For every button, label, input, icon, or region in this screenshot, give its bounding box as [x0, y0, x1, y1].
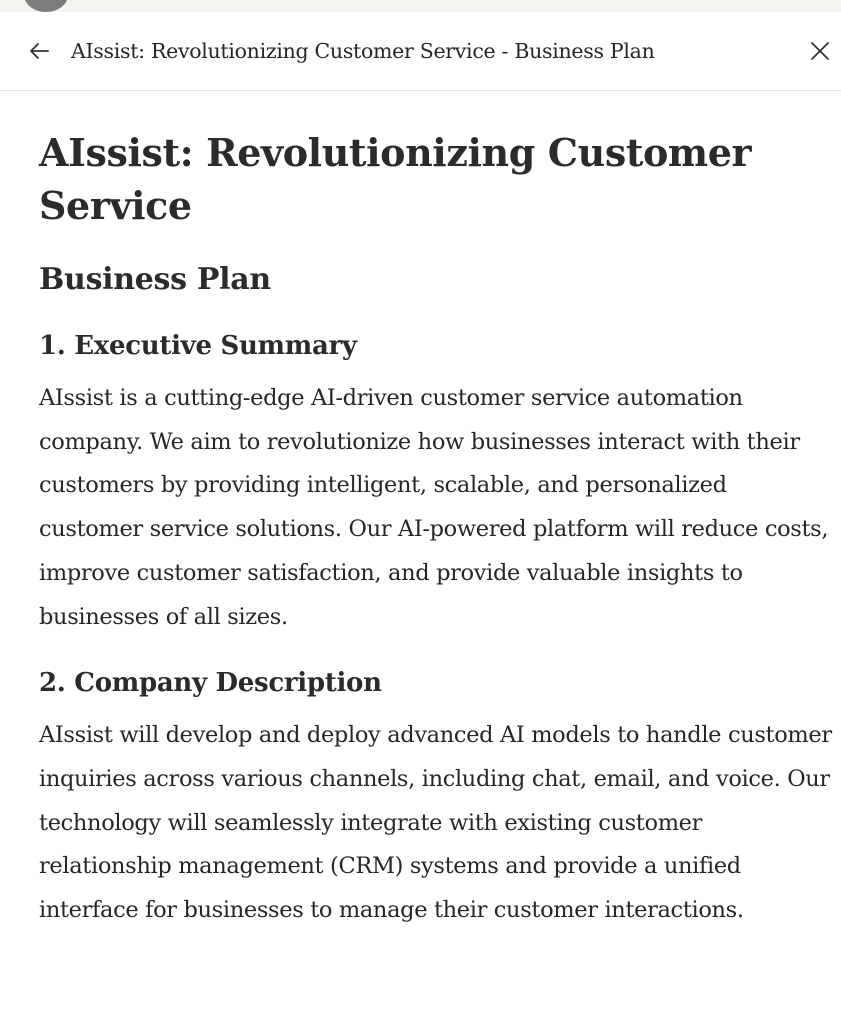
section-heading: 1. Executive Summary	[39, 331, 357, 361]
avatar[interactable]	[24, 0, 68, 12]
close-button[interactable]	[803, 34, 837, 68]
section-body: AIssist will develop and deploy advanced AI models to handle customer inquiries across various channels, including chat, email, and voice. Our technology will seamlessly integrate with existing customer relationship management (CRM) systems and provide a unified interface for businesses to manage their customer interactions.	[39, 722, 832, 924]
document-header	[0, 12, 841, 91]
arrow-left-icon	[28, 40, 50, 62]
back-button[interactable]	[22, 34, 56, 68]
header-title: AIssist: Revolutionizing Customer Service - Business Plan	[71, 39, 655, 63]
document-subtitle: Business Plan	[39, 262, 271, 297]
section-executive-summary	[39, 326, 834, 639]
section-company-description	[39, 663, 834, 933]
document-content	[39, 126, 834, 933]
section-heading: 2. Company Description	[39, 668, 382, 699]
document-title: AIssist: Revolutionizing Customer Service	[39, 130, 752, 228]
section-body: AIssist is a cutting-edge AI-driven customer service automation company. We aim to revolutionize how businesses interact with their customers by providing intelligent, scalable, and personalized customer service solutions. Our AI-powered platform will reduce costs, improve customer satisfaction, and provide valuable insights to businesses of all sizes.	[39, 385, 829, 630]
close-icon	[810, 41, 830, 61]
